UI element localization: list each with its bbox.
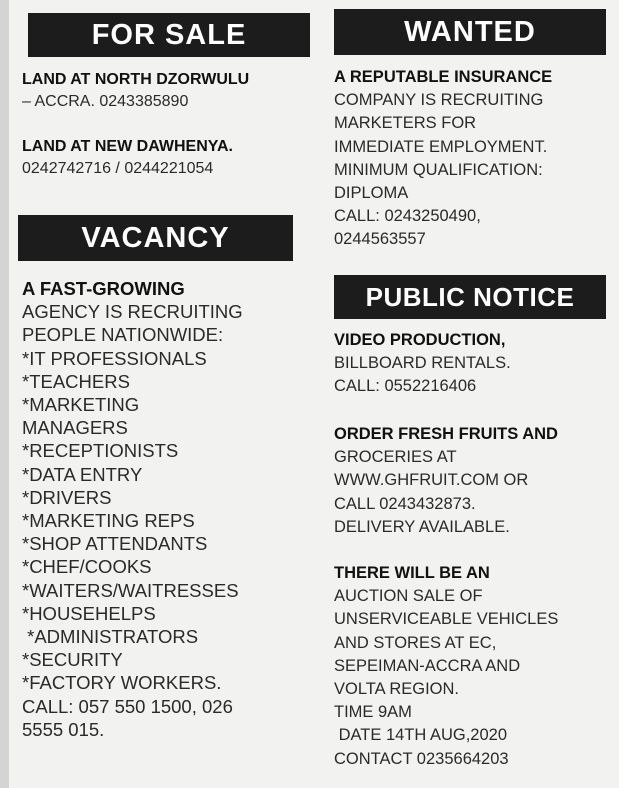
public-notice-banner: PUBLIC NOTICE (334, 275, 606, 319)
ad-heading: A FAST-GROWING (22, 278, 185, 299)
ad-heading: THERE WILL BE AN (334, 564, 490, 582)
ad-line: DELIVERY AVAILABLE. (334, 517, 510, 536)
notice-ad-1 (334, 329, 612, 399)
ad-line: CALL 0243432873. (334, 494, 476, 513)
list-item: *DATA ENTRY (22, 463, 143, 485)
ad-line: WWW.GHFRUIT.COM OR (334, 471, 529, 490)
list-item: *SHOP ATTENDANTS (22, 533, 208, 555)
ad-line: AND STORES AT EC, (334, 633, 497, 652)
ad-heading: ORDER FRESH FRUITS AND (334, 425, 558, 443)
ad-line: TIME 9AM (334, 703, 412, 722)
list-item: *TEACHERS (22, 370, 130, 392)
ad-heading: LAND AT NORTH DZORWULU (22, 71, 250, 88)
ad-heading: VIDEO PRODUCTION, (334, 331, 506, 349)
ad-line: PEOPLE NATIONWIDE: (22, 324, 224, 346)
for-sale-banner: FOR SALE (28, 13, 310, 57)
ad-line: CALL: 0552216406 (334, 377, 477, 396)
ad-line: GROCERIES AT (334, 448, 457, 467)
ad-line: CONTACT 0235664203 (334, 749, 509, 768)
notice-ad-2 (334, 423, 612, 539)
ad-line: SEPEIMAN-ACCRA AND (334, 656, 521, 675)
ad-contact-line: CALL: 057 550 1500, 026 (22, 695, 233, 717)
for-sale-ad-2 (22, 136, 314, 180)
ad-line: 0242742716 / 0244221054 (22, 160, 214, 177)
list-item: *IT PROFESSIONALS (22, 347, 207, 369)
ad-heading: A REPUTABLE INSURANCE (334, 68, 553, 86)
vacancy-ad (22, 277, 314, 741)
list-item: *MARKETING REPS (22, 510, 195, 532)
ad-line: DIPLOMA (334, 184, 409, 203)
ad-line: UNSERVICEABLE VEHICLES (334, 610, 559, 629)
ad-line: IMMEDIATE EMPLOYMENT. (334, 137, 548, 156)
list-item: *SECURITY (22, 649, 123, 671)
list-item: *DRIVERS (22, 486, 112, 508)
wanted-ad (334, 66, 612, 252)
ad-line: BILLBOARD RENTALS. (334, 354, 511, 373)
list-item: *FACTORY WORKERS. (22, 672, 222, 694)
wanted-banner: WANTED (334, 9, 606, 55)
ad-line: 0244563557 (334, 230, 426, 249)
list-item: *HOUSEHELPS (22, 602, 156, 624)
vacancy-banner: VACANCY (18, 215, 293, 261)
ad-line: – ACCRA. 0243385890 (22, 93, 189, 110)
list-item: *MARKETING (22, 394, 140, 416)
ad-line: CALL: 0243250490, (334, 207, 481, 226)
list-item: MANAGERS (22, 417, 128, 439)
list-item: *CHEF/COOKS (22, 556, 152, 578)
ad-line: DATE 14TH AUG,2020 (334, 726, 508, 745)
ad-line: MINIMUM QUALIFICATION: (334, 160, 543, 179)
ad-line: COMPANY IS RECRUITING (334, 91, 544, 110)
list-item: *ADMINISTRATORS (22, 626, 199, 648)
ad-line: MARKETERS FOR (334, 114, 477, 133)
for-sale-ad-1 (22, 69, 314, 113)
page-edge (0, 0, 9, 788)
notice-ad-3 (334, 562, 612, 771)
ad-line: AGENCY IS RECRUITING (22, 301, 243, 323)
ad-line: VOLTA REGION. (334, 680, 459, 699)
positions-list (22, 347, 314, 695)
ad-line: AUCTION SALE OF (334, 587, 483, 606)
list-item: *WAITERS/WAITRESSES (22, 579, 239, 601)
ad-heading: LAND AT NEW DAWHENYA. (22, 138, 233, 155)
ad-contact-line: 5555 015. (22, 718, 105, 740)
list-item: *RECEPTIONISTS (22, 440, 179, 462)
